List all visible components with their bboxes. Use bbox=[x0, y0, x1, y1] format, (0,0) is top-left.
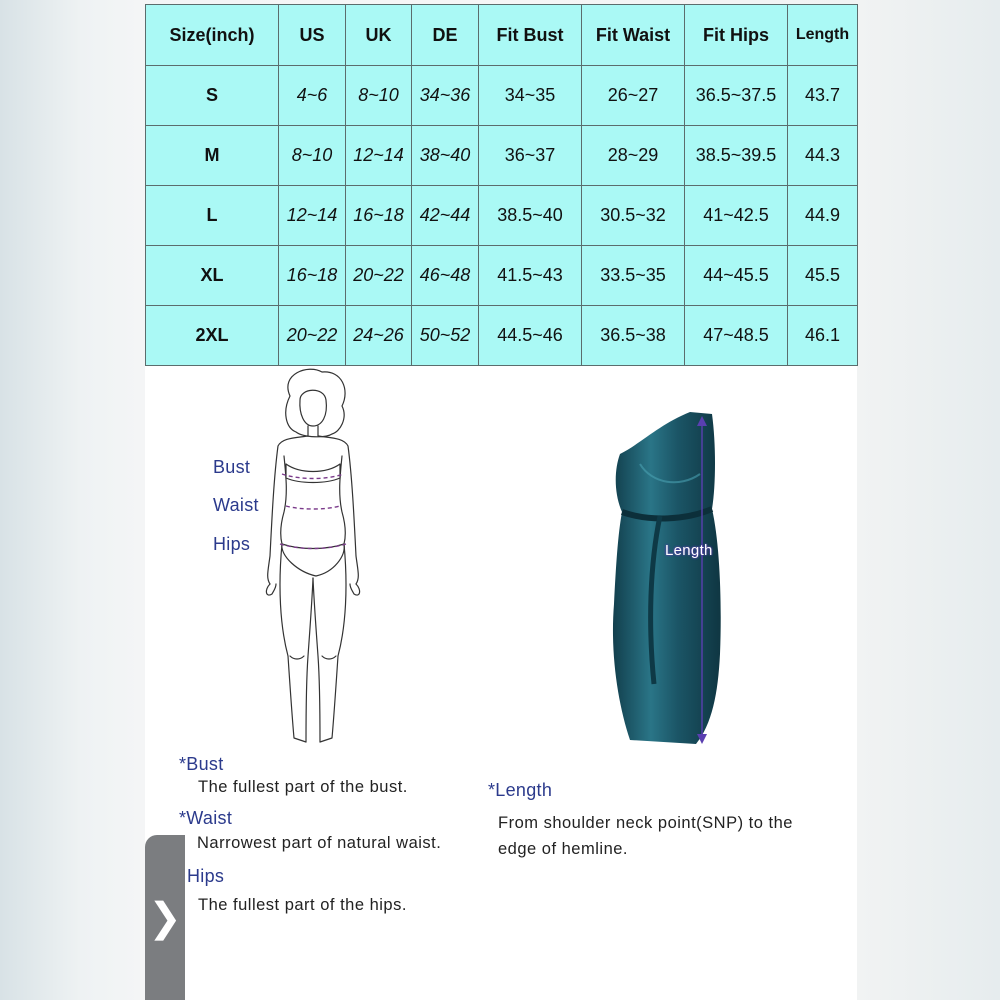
header-fit-hips: Fit Hips bbox=[685, 5, 788, 66]
hips-note-title: Hips bbox=[187, 866, 225, 886]
cell-size: 2XL bbox=[146, 306, 279, 366]
body-outline-figure bbox=[250, 366, 380, 756]
cell-fit-hips: 44~45.5 bbox=[685, 246, 788, 306]
cell-de: 46~48 bbox=[412, 246, 479, 306]
cell-fit-hips: 47~48.5 bbox=[685, 306, 788, 366]
size-table bbox=[145, 4, 858, 366]
cell-length: 43.7 bbox=[788, 66, 858, 126]
length-note-text-2: edge of hemline. bbox=[498, 840, 629, 858]
table-row bbox=[146, 306, 858, 366]
cell-fit-hips: 36.5~37.5 bbox=[685, 66, 788, 126]
cell-size: M bbox=[146, 126, 279, 186]
cell-uk: 8~10 bbox=[346, 66, 412, 126]
dress-length-label: Length bbox=[665, 542, 713, 559]
table-header-row bbox=[146, 5, 858, 66]
bust-note-title: *Bust bbox=[179, 754, 224, 774]
cell-us: 20~22 bbox=[279, 306, 346, 366]
cell-fit-bust: 34~35 bbox=[479, 66, 582, 126]
header-length: Length bbox=[788, 5, 858, 66]
cell-size: L bbox=[146, 186, 279, 246]
cell-length: 44.9 bbox=[788, 186, 858, 246]
cell-uk: 16~18 bbox=[346, 186, 412, 246]
cell-us: 4~6 bbox=[279, 66, 346, 126]
header-size: Size(inch) bbox=[146, 5, 279, 66]
table-row bbox=[146, 186, 858, 246]
cell-fit-bust: 44.5~46 bbox=[479, 306, 582, 366]
cell-uk: 20~22 bbox=[346, 246, 412, 306]
cell-length: 46.1 bbox=[788, 306, 858, 366]
cell-fit-bust: 41.5~43 bbox=[479, 246, 582, 306]
hips-label: Hips bbox=[213, 534, 251, 554]
hips-note-text: The fullest part of the hips. bbox=[198, 896, 407, 914]
cell-de: 38~40 bbox=[412, 126, 479, 186]
cell-length: 45.5 bbox=[788, 246, 858, 306]
cell-us: 12~14 bbox=[279, 186, 346, 246]
cell-de: 50~52 bbox=[412, 306, 479, 366]
length-note-text-1: From shoulder neck point(SNP) to the bbox=[498, 814, 793, 832]
bust-note-text: The fullest part of the bust. bbox=[198, 778, 408, 796]
cell-length: 44.3 bbox=[788, 126, 858, 186]
cell-size: S bbox=[146, 66, 279, 126]
cell-fit-waist: 30.5~32 bbox=[582, 186, 685, 246]
waist-note-title: *Waist bbox=[179, 808, 233, 828]
table-row bbox=[146, 126, 858, 186]
length-note-title: *Length bbox=[488, 780, 553, 800]
cell-fit-waist: 26~27 bbox=[582, 66, 685, 126]
header-us: US bbox=[279, 5, 346, 66]
cell-fit-bust: 36~37 bbox=[479, 126, 582, 186]
cell-size: XL bbox=[146, 246, 279, 306]
bust-label: Bust bbox=[213, 457, 251, 477]
cell-fit-waist: 33.5~35 bbox=[582, 246, 685, 306]
next-image-button[interactable] bbox=[145, 835, 185, 1000]
cell-us: 8~10 bbox=[279, 126, 346, 186]
cell-fit-waist: 28~29 bbox=[582, 126, 685, 186]
header-uk: UK bbox=[346, 5, 412, 66]
cell-fit-waist: 36.5~38 bbox=[582, 306, 685, 366]
table-row bbox=[146, 246, 858, 306]
cell-de: 34~36 bbox=[412, 66, 479, 126]
cell-fit-bust: 38.5~40 bbox=[479, 186, 582, 246]
cell-uk: 12~14 bbox=[346, 126, 412, 186]
header-fit-bust: Fit Bust bbox=[479, 5, 582, 66]
cell-de: 42~44 bbox=[412, 186, 479, 246]
header-fit-waist: Fit Waist bbox=[582, 5, 685, 66]
dress-figure bbox=[600, 404, 740, 749]
waist-note-text: Narrowest part of natural waist. bbox=[197, 834, 442, 852]
cell-us: 16~18 bbox=[279, 246, 346, 306]
header-de: DE bbox=[412, 5, 479, 66]
table-row bbox=[146, 66, 858, 126]
size-chart-sheet bbox=[145, 4, 857, 1000]
cell-fit-hips: 38.5~39.5 bbox=[685, 126, 788, 186]
chevron-right-icon: ❯ bbox=[148, 895, 182, 940]
cell-uk: 24~26 bbox=[346, 306, 412, 366]
waist-label: Waist bbox=[213, 495, 259, 515]
cell-fit-hips: 41~42.5 bbox=[685, 186, 788, 246]
